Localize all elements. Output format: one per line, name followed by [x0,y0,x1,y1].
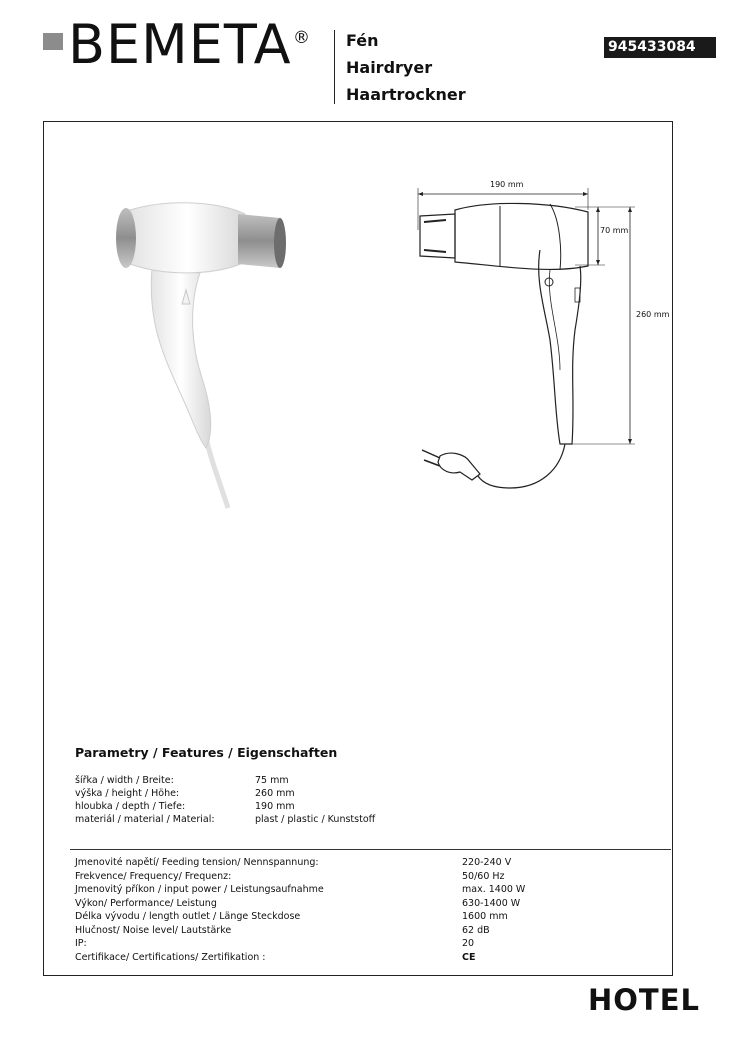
tech-label: Jmenovitý příkon / input power / Leistungsaufnahme [75,884,324,895]
tech-value: 20 [462,938,475,949]
features-table [75,774,375,826]
tech-label: Hlučnost/ Noise level/ Lautstärke [75,924,232,936]
feature-row [75,774,375,787]
feature-value: 190 mm [255,801,295,812]
registered-mark: ® [293,28,310,48]
tech-value: 62 dB [462,924,490,936]
tech-label: Délka vývodu / length outlet / Länge Steckdose [75,911,301,922]
tech-value: 50/60 Hz [462,870,505,882]
tech-row [75,883,525,897]
tech-label: IP: [75,938,87,949]
feature-label: materiál / material / Material: [75,814,215,825]
depth-label: 70 mm [600,226,629,235]
tech-row [75,856,525,870]
product-titles [346,27,466,108]
technical-table [75,856,525,964]
feature-row [75,787,375,800]
tech-row [75,924,525,938]
feature-row [75,813,375,826]
feature-value: 75 mm [255,775,289,786]
tech-label: Jmenovité napětí/ Feeding tension/ Nennspannung: [75,857,319,868]
feature-value: 260 mm [255,788,295,799]
logo-mark [43,33,63,50]
hairdryer-photo [110,198,290,518]
ce-mark: CE [462,951,476,963]
tech-row [75,870,525,884]
width-label: 190 mm [490,180,524,189]
tech-label: Výkon/ Performance/ Leistung [75,897,217,909]
brand-logo: BEMETA [68,13,292,76]
tech-value: 220-240 V [462,857,512,868]
tech-value: 1600 mm [462,911,508,922]
tech-value: 630-1400 W [462,897,521,909]
title-cz: Fén [346,31,379,50]
tech-row [75,937,525,951]
tech-row [75,897,525,911]
title-de: Haartrockner [346,85,466,104]
tech-row [75,951,525,965]
hotel-label: HOTEL [588,983,700,1017]
tech-row [75,910,525,924]
features-title: Parametry / Features / Eigenschaften [75,745,338,760]
title-en: Hairdryer [346,58,433,77]
feature-value: plast / plastic / Kunststoff [255,814,376,825]
height-label: 260 mm [636,310,670,319]
feature-label: výška / height / Höhe: [75,788,180,799]
product-code: 945433084 [604,37,716,58]
title-divider [334,30,335,104]
technical-drawing [410,170,680,500]
feature-label: šířka / width / Breite: [75,775,174,786]
tech-label: Certifikace/ Certifications/ Zertifikation : [75,951,266,963]
feature-row [75,800,375,813]
tech-label: Frekvence/ Frequency/ Frequenz: [75,870,232,882]
tech-value: max. 1400 W [462,884,526,895]
section-divider [70,849,671,850]
feature-label: hloubka / depth / Tiefe: [75,801,186,812]
